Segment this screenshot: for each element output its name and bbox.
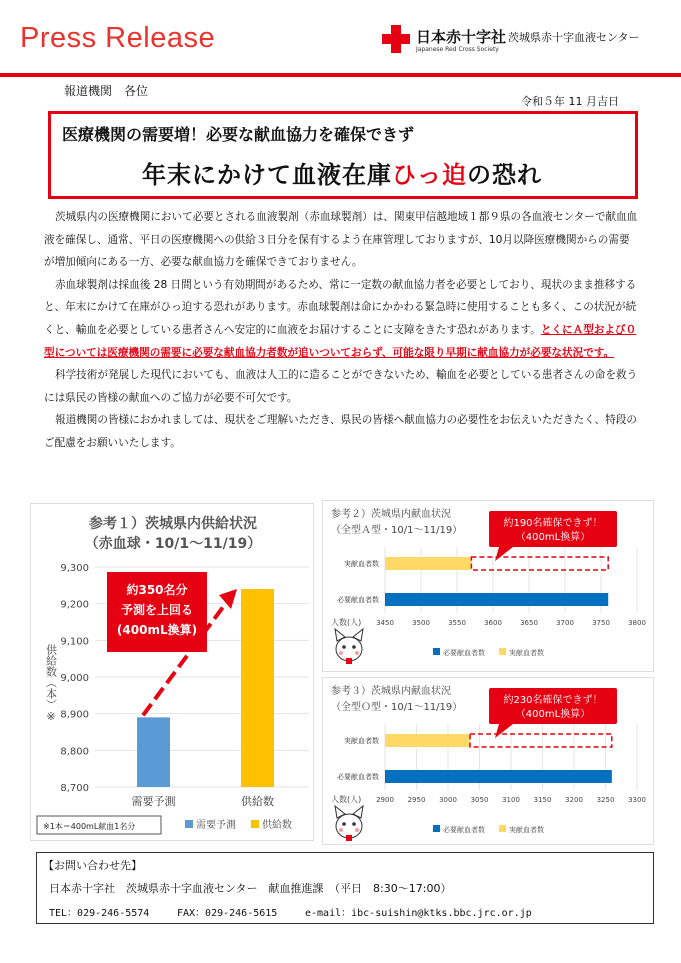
chart1-ytick: 9,000 [60, 673, 89, 684]
chart1-ytick: 9,200 [60, 599, 89, 611]
chart1-xtick: 供給数 [241, 795, 274, 808]
chart2-bar [385, 557, 471, 570]
addressee: 報道機関 各位 [64, 84, 149, 98]
chart1-legend-swatch [251, 820, 259, 828]
chart1-xtick: 需要予測 [131, 795, 176, 808]
chart1-title: 参考１）茨城県内供給状況 [89, 516, 257, 532]
chart2-ytick: 実献血者数 [344, 560, 379, 568]
chart2-xtick: 3650 [520, 619, 538, 627]
chart3-xtick: 2950 [407, 796, 426, 804]
chart3-callout-tail [495, 724, 513, 738]
chart2-shortfall [471, 557, 608, 570]
chart2-mascot-icon [335, 629, 363, 664]
chart3-svg [323, 678, 655, 846]
chart3-xtick: 3000 [439, 796, 457, 804]
chart3-mascot-icon [335, 806, 363, 841]
chart2-callout-tail [495, 547, 513, 561]
chart1-bar [137, 717, 170, 787]
paragraph-1: 茨城県内の医療機関において必要とされる血液製剤（赤血球製剤）は、関東甲信越地域１都９県の各血液センターで献血血液を確保し、通常、平日の医療機関への供給３日分を保有するよう在庫管理しておりますが、10月以降医療機関からの需要が増加傾向にある一方、必要な献血協力を確保できておりません。 [44, 211, 638, 269]
center-name: 茨城県赤十字血液センター [508, 31, 640, 44]
chart2-callout: 約190名確保できず！（400mL換算） [503, 518, 603, 543]
chart2-title: 参考２）茨城県内献血状況 [331, 509, 451, 520]
chart3-xtick: 3100 [502, 796, 520, 804]
chart2-bar [385, 593, 608, 606]
chart3-bar [385, 770, 612, 783]
chart2-svg [323, 501, 655, 673]
chart3-legend-swatch [499, 825, 506, 832]
chart2-ytick: 必要献血者数 [337, 596, 379, 604]
chart2-xtick: 3500 [412, 619, 430, 627]
chart1-legend-swatch [185, 820, 193, 828]
org-name: 日本赤十字社 [416, 28, 507, 46]
contact-fax: FAX：029-246-5615 [177, 908, 278, 919]
chart3-subtitle: （全型Ｏ型・10/1～11/19） [331, 702, 463, 713]
chart2-legend-label: 必要献血者数 [443, 649, 485, 657]
chart1-ytick: 9,100 [60, 636, 89, 648]
chart3-legend-label: 必要献血者数 [443, 826, 485, 834]
chart3-xtick: 3300 [628, 796, 646, 804]
chart1-ylabel: 供給数（本）※ [44, 644, 58, 723]
chart3-xtick: 2900 [376, 796, 394, 804]
chart1-legend-label: 供給数 [262, 820, 292, 831]
chart1-annotation: 約350名分予測を上回る(400mL換算) [116, 583, 198, 637]
chart2-legend-swatch [433, 648, 440, 655]
chart1-legend-label: 需要予測 [196, 820, 236, 831]
contact-org: 日本赤十字社 茨城県赤十字血液センター 献血推進課 （平日 8:30～17:00） [49, 882, 452, 895]
chart1-panel [30, 503, 314, 841]
chart1-arrow-head [219, 589, 237, 609]
org-sub: Japanese Red Cross Society [416, 46, 499, 53]
chart1-ytick: 9,300 [60, 563, 89, 574]
chart3-xtick: 3250 [596, 796, 615, 804]
emphasis-text: とくにＡ型および０型については医療機関の需要に必要な献血協力者数が追いついておらず、可能な限り早期に献血協力が必要な状況です。 [44, 323, 637, 359]
chart3-xlabel: 人数(人) [331, 795, 362, 804]
contact-box [36, 852, 654, 924]
chart3-shortfall [470, 734, 612, 747]
chart1-ytick: 8,900 [60, 709, 89, 721]
chart2-xlabel: 人数(人) [331, 618, 362, 627]
chart1-note: ※1本＝400mL献血1名分 [43, 822, 136, 831]
press-release-title: Press Release [20, 22, 216, 54]
header-divider [0, 73, 681, 77]
chart1-ytick: 8,700 [60, 783, 89, 794]
issue-date: 令和５年 11 月吉日 [521, 95, 619, 108]
chart2-xtick: 3800 [628, 619, 646, 627]
paragraph-3: 科学技術が発展した現代においても、血液は人工的に造ることができないため、輸血を必要としている患者さんの命を救うには県民の皆様の献血へのご協力が必要不可欠です。 [44, 369, 638, 404]
headline-main: 年末にかけて血液在庫ひっ迫の恐れ [142, 161, 542, 189]
chart3-legend-label: 実献血者数 [509, 826, 544, 834]
chart2-panel [322, 500, 654, 672]
chart2-legend-swatch [499, 648, 506, 655]
red-cross-logo-icon [381, 24, 411, 54]
chart3-title: 参考３）茨城県内献血状況 [331, 686, 451, 697]
headline-sub: 医療機関の需要増！必要な献血協力を確保できず [62, 125, 415, 144]
chart2-xtick: 3750 [592, 619, 610, 627]
chart2-xtick: 3600 [484, 619, 502, 627]
chart3-xtick: 3150 [533, 796, 552, 804]
chart2-subtitle: （全型Ａ型・10/1～11/19） [331, 525, 463, 536]
chart1-ytick: 8,800 [60, 746, 89, 758]
chart3-xtick: 3200 [565, 796, 583, 804]
chart1-bar [241, 589, 274, 787]
chart2-legend-label: 実献血者数 [509, 649, 544, 657]
chart3-panel [322, 677, 654, 845]
chart3-ytick: 必要献血者数 [337, 773, 379, 781]
chart3-xtick: 3050 [470, 796, 489, 804]
chart2-xtick: 3450 [376, 619, 394, 627]
chart1-subtitle: （赤血球・10/1～11/19） [84, 536, 262, 552]
contact-email[interactable]: e-mail：ibc-suishin@ktks.bbc.jrc.or.jp [305, 908, 532, 919]
chart3-legend-swatch [433, 825, 440, 832]
chart1-svg [31, 504, 315, 842]
chart2-xtick: 3550 [448, 619, 466, 627]
chart3-ytick: 実献血者数 [344, 737, 379, 745]
contact-tel: TEL：029-246-5574 [49, 908, 150, 919]
body-text [44, 206, 638, 455]
chart3-callout: 約230名確保できず！（400mL換算） [503, 695, 603, 720]
chart3-bar [385, 734, 470, 747]
contact-heading: 【お問い合わせ先】 [43, 859, 142, 872]
chart2-xtick: 3700 [556, 619, 574, 627]
paragraph-2: 赤血球製剤は採血後 28 日間という有効期間があるため、常に一定数の献血協力者を必要としており、現状のまま推移すると、年末にかけて在庫がひっ迫する恐れがあります。赤血球製剤は命にかかわる緊急時に使用することも多く、この状況が続くと、輸血を必要としている患者さんへ安定的に血液をお届けすることに支障をきたす恐れがあります。とくにＡ型および０型については医療機関の需要に必要な献血協力者数が追いついておらず、可能な限り早期に献血協力が必要な状況です。 [44, 278, 637, 359]
paragraph-4: 報道機関の皆様におかれましては、現状をご理解いただき、県民の皆様へ献血協力の必要性をお伝えいただきたく、特段のご配慮をお願いいたします。 [44, 414, 638, 449]
